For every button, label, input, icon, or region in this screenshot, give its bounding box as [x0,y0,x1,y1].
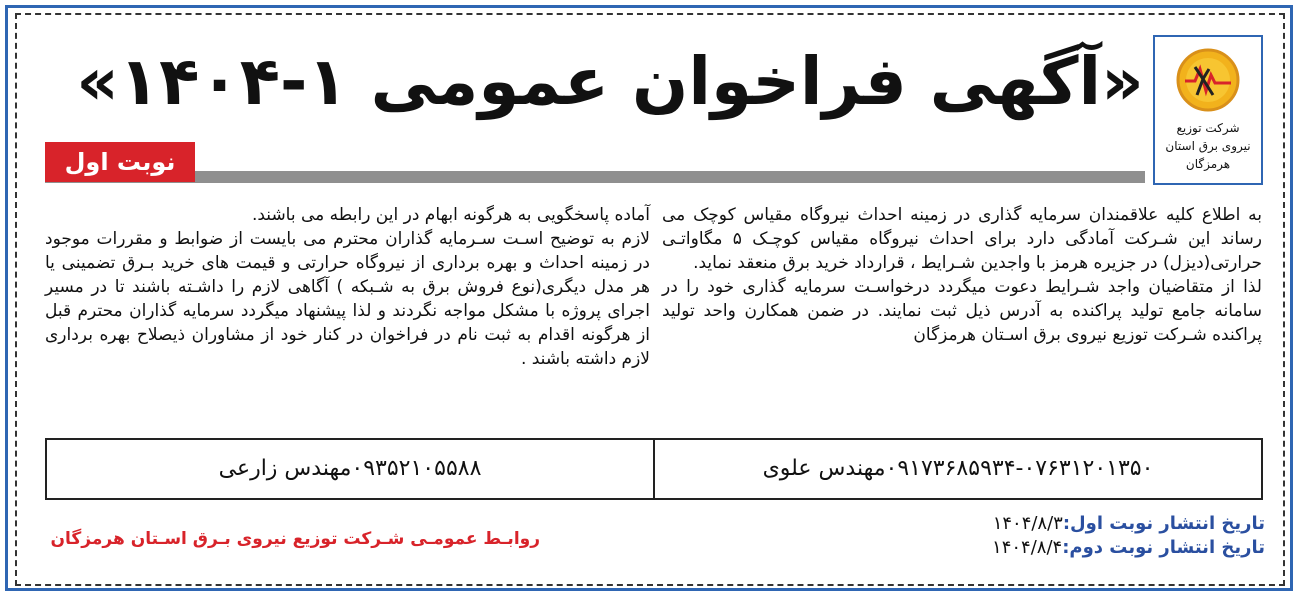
logo-line-3: هرمزگان [1185,157,1231,171]
public-relations-signature: روابـط عمومـی شـرکت توزیع نیروی بـرق اسـتان هرمزگان [50,529,540,549]
logo-line-1: شرکت توزیع [1176,121,1240,135]
first-publication-date: ۱۴۰۴/۸/۳ [992,513,1063,534]
second-publication-label: تاریخ انتشار نوبت دوم: [1062,537,1265,558]
right-column-text [662,203,1262,347]
right-paragraph-2: لذا از متقاضیان واجد شـرایط دعوت میگردد درخواسـت سرمایه گذاری خود را در سامانه جامع تولید پراکنده به آدرس ذیل ثبت نمایند. در ضمن همکارن واحد تولید پراکنده شـرکت توزیع نیروی برق اسـتان هرمزگان [662,277,1262,345]
turn-badge: نوبت اول [45,142,195,182]
right-paragraph-1: به اطلاع کلیه علاقمندان سرمایه گذاری در زمینه احداث نیروگاه مقیاس کوچک می رساند این شـرکت آمادگی دارد برای احداث نیروگاه مقیاس کوچـک ۵ مگاواتـی حرارتی(دیزل) در جزیره هرمز با واجدین شـرایط ، قرارداد خرید برق منعقد نماید. [662,205,1262,273]
contacts-table [45,438,1263,500]
electricity-logo-icon [1173,45,1243,115]
first-publication-row [930,512,1265,536]
contact-zarei: ۰۹۳۵۲۱۰۵۵۸۸مهندس زارعی [218,456,482,481]
second-publication-row [930,536,1265,560]
title-divider-bar [45,171,1145,183]
company-logo-box [1153,35,1263,185]
left-paragraph-1: آماده پاسخگویی به هرگونه ابهام در این رابطه می باشند. [251,205,650,225]
left-paragraph-2: لازم به توضیح اسـت سـرمایه گذاران محترم می بایست از ضوابط و مقررات موجود در زمینه احداث و بهره برداری از نیروگاه حرارتی و قیمت های خرید بـرق تضمینی یا هر مدل دیگری(نوع فروش برق به شـبکه ) آگاهی لازم را داشـته باشند تا در مسیر اجرای پروژه با مشکل مواجه نگردند و لذا پیشنهاد میگردد سرمایه گذاران محترم قبل از هرگونه اقدام به ثبت نام در فراخوان در کنار خود از مشاوران ذیصلاح بهره برداری لازم داشته باشند . [45,229,650,369]
second-publication-date: ۱۴۰۴/۸/۴ [992,537,1063,558]
left-column-text [45,203,650,371]
notice-title: «آگهی فراخوان عمومی ۱-۱۴۰۴» [76,43,1144,120]
logo-company-name [1155,119,1261,173]
first-publication-label: تاریخ انتشار نوبت اول: [1062,513,1265,534]
contact-alavi: ۰۹۱۷۳۶۸۵۹۳۴-۰۷۶۳۱۲۰۱۳۵۰مهندس علوی [653,440,1261,498]
publication-dates [930,512,1265,560]
logo-line-2: نیروی برق استان [1165,139,1251,153]
